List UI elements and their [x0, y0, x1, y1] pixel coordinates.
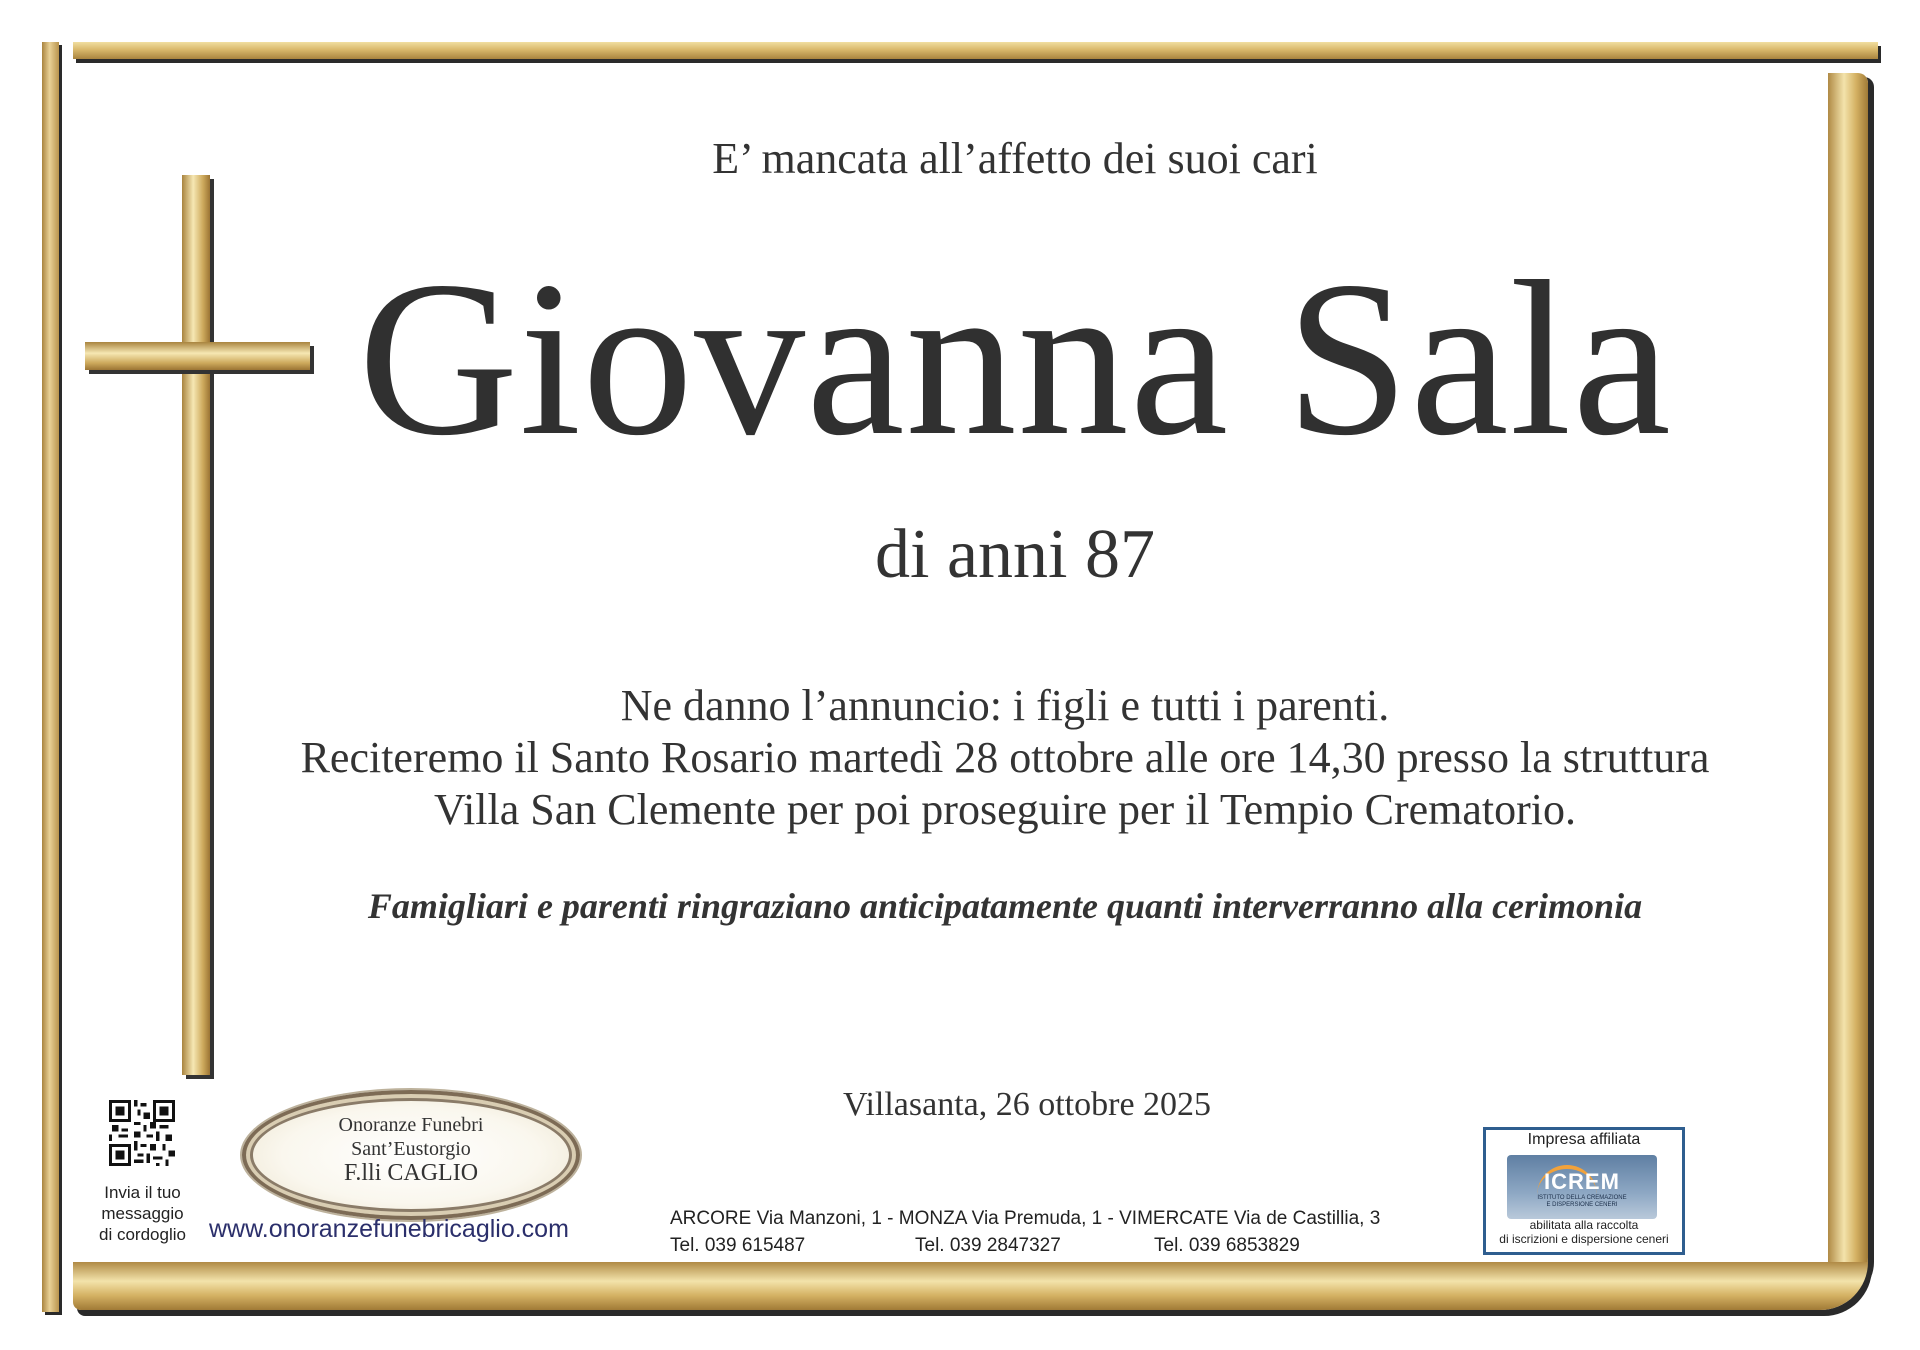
addresses: ARCORE Via Manzoni, 1 - MONZA Via Premuda, 1 - VIMERCATE Via de Castillia, 3	[670, 1208, 1381, 1229]
qr-code-icon[interactable]	[109, 1100, 175, 1166]
announcement-line: Ne danno l’annuncio: i figli e tutti i parenti.	[620, 681, 1390, 730]
badge-footer-line: di iscrizioni e dispersione ceneri	[1499, 1232, 1669, 1246]
announcement	[0, 680, 1920, 836]
phone-vimercate: Tel. 039 6853829	[1154, 1235, 1300, 1256]
logo-line: Sant’Eustorgio	[351, 1138, 471, 1160]
icrem-sub-line: ISTITUTO DELLA CREMAZIONE	[1537, 1195, 1627, 1201]
badge-title: Impresa affiliata	[1527, 1131, 1641, 1148]
logo-line-brand: F.lli CAGLIO	[343, 1160, 479, 1186]
icrem-logo-word: ICREM	[1544, 1169, 1620, 1194]
intro-text: E’ mancata all’affetto dei suoi cari	[712, 134, 1318, 183]
icrem-sub-line: E DISPERSIONE CENERI	[1546, 1202, 1618, 1208]
website-link[interactable]: www.onoranzefunebricaglio.com	[209, 1215, 569, 1243]
icrem-logo	[1507, 1155, 1657, 1219]
qr-caption-line: di cordoglio	[99, 1225, 186, 1244]
qr-caption-line: Invia il tuo	[104, 1183, 181, 1202]
frame-bottom-bar	[73, 1262, 1868, 1310]
place-date: Villasanta, 26 ottobre 2025	[842, 1086, 1212, 1123]
phone-arcore: Tel. 039 615487	[670, 1235, 806, 1256]
funeral-home-logo-text	[242, 1113, 580, 1185]
badge-footer-line: abilitata alla raccolta	[1529, 1218, 1639, 1232]
qr-caption	[80, 1182, 205, 1245]
qr-caption-line: messaggio	[101, 1204, 184, 1223]
frame-top-bar	[73, 42, 1878, 59]
age-text: di anni 87	[875, 516, 1155, 593]
deceased-name: Giovanna Sala	[358, 236, 1672, 482]
icrem-logo-sub	[1507, 1195, 1657, 1209]
thanks-text: Famigliari e parenti ringraziano anticipatamente quanti interverranno alla cerimonia	[367, 886, 1643, 926]
badge-footer	[1483, 1218, 1685, 1246]
announcement-line: Villa San Clemente per poi proseguire per il Tempio Crematorio.	[433, 785, 1577, 834]
announcement-line: Reciteremo il Santo Rosario martedì 28 ottobre alle ore 14,30 presso la struttura	[300, 733, 1710, 782]
phone-monza: Tel. 039 2847327	[915, 1235, 1061, 1256]
logo-line: Onoranze Funebri	[338, 1114, 484, 1136]
